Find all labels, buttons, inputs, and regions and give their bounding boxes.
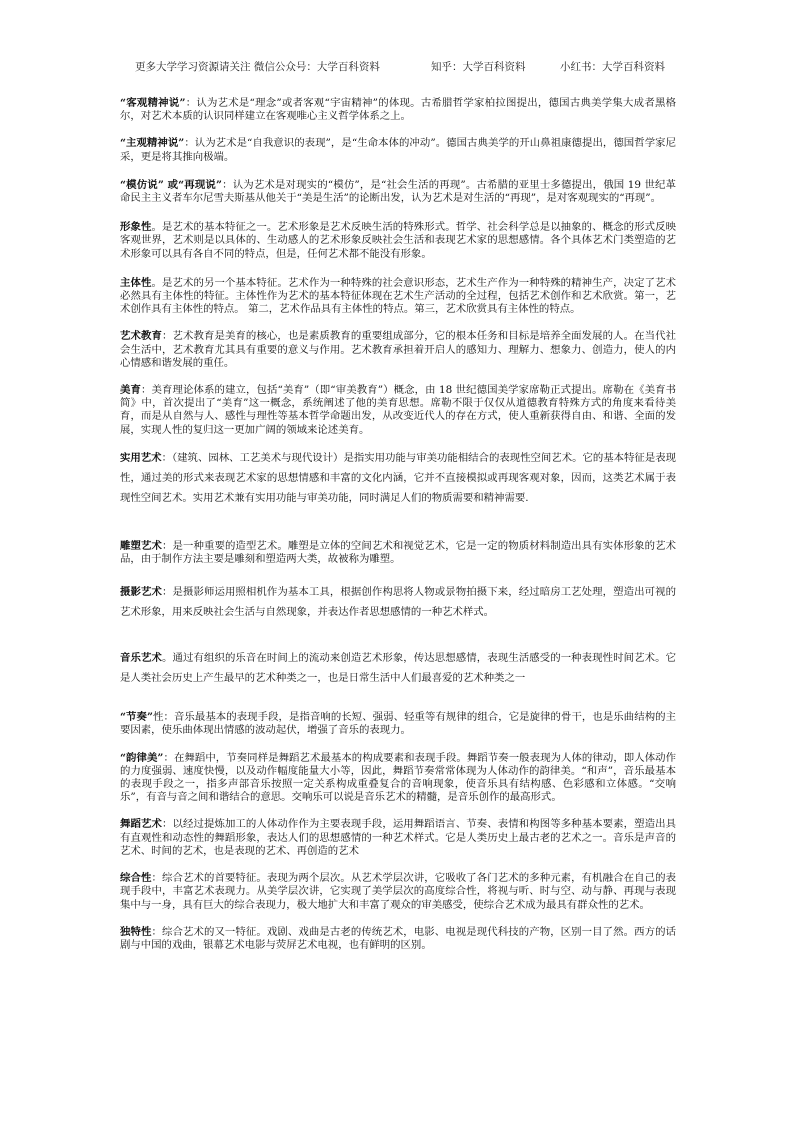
header-xiaohongshu: 小红书：大学百科资料 bbox=[560, 61, 665, 73]
page-header bbox=[0, 59, 793, 75]
entry-term: 艺术教育 bbox=[120, 330, 162, 343]
entry-art-education bbox=[120, 330, 676, 370]
entry-term: “主观精神说” bbox=[120, 137, 185, 150]
header-zhihu: 知乎：大学百科资料 bbox=[431, 61, 526, 73]
entry-term: 摄影艺术 bbox=[120, 586, 162, 599]
entry-imitation-theory bbox=[120, 179, 676, 205]
entry-objective-spirit bbox=[120, 97, 676, 123]
entry-comprehensiveness bbox=[120, 872, 676, 912]
document-body bbox=[120, 97, 676, 952]
entry-rhythm bbox=[120, 711, 676, 737]
entry-applied-art bbox=[120, 448, 676, 508]
entry-text: ：艺术教育是美育的核心，也是素质教育的重要组成部分，它的根本任务和目标是培养全面发展的人。在当代社会生活中，艺术教育尤其具有重要的意义与作用。艺术教育承担着开启人的感知力、理解力、想象力、创造力，使人的内心情感和谐发展的重任。 bbox=[120, 330, 677, 369]
entry-text: ：（建筑、园林、工艺美术与现代设计）是指实用功能与审美功能相结合的表现性空间艺术。它的基本特征是表现性，通过美的形式来表现艺术家的思想情感和丰富的文化内涵，它并不直接模拟或再现客观对象，因而，这类艺术属于表现性空间艺术。实用艺术兼有实用功能与审美功能，同时满足人们的物质需要和精神需要. bbox=[120, 451, 677, 504]
entry-text: ：是一种重要的造型艺术。雕塑是立体的空间艺术和视觉艺术，它是一定的物质材料制造出具有实体形象的艺术品，由于制作方法主要是雕刻和塑造两大类，故被称为雕塑。 bbox=[120, 539, 677, 566]
entry-photography bbox=[120, 582, 676, 622]
entry-term: “韵律美” bbox=[120, 751, 164, 764]
entry-text: ：在舞蹈中，节奏同样是舞蹈艺术最基本的构成要素和表现手段。舞蹈节奏一般表现为人体的律动，即人体动作的力度强弱、速度快慢，以及动作幅度能量大小等，因此，舞蹈节奏常常体现为人体动作的韵律美。“和声”，音乐最基本的表现手段之一，指多声部音乐按照一定关系构成重叠复合的音响现象，使音乐具有结构感、色彩感和立体感。“交响乐”，有音与音之间和谐结合的意思。交响乐可以说是音乐艺术的精髓，是音乐创作的最高形式。 bbox=[120, 751, 677, 804]
entry-term: 舞蹈艺术 bbox=[120, 818, 162, 831]
entry-subjective-spirit bbox=[120, 137, 676, 163]
entry-subjectivity bbox=[120, 277, 676, 317]
entry-term: 独特性 bbox=[120, 925, 152, 938]
entry-sculpture bbox=[120, 540, 676, 566]
entry-term: 综合性 bbox=[120, 872, 152, 885]
entry-term: 美育 bbox=[120, 384, 141, 397]
entry-text: ：是摄影师运用照相机作为基本工具，根据创作构思将人物或景物拍摄下来，经过暗房工艺处理，塑造出可视的艺术形象，用来反映社会生活与自然现象，并表达作者思想感情的一种艺术样式。 bbox=[120, 586, 677, 619]
entry-text: ：认为艺术是对现实的“模仿”，是“社会生活的再现”。古希腊的亚里士多德提出，俄国 19 世纪革命民主主义者车尔尼雪夫斯基从他关于“美是生活”的论断出发，认为艺术是对生活的“再现”，是对客观现实的“再现”。 bbox=[120, 178, 676, 205]
header-wechat-notice: 更多大学学习资源请关注 微信公众号：大学百科资料 bbox=[135, 61, 380, 73]
entry-term: “模仿说” 或“再现说” bbox=[120, 178, 222, 191]
entry-text: ：美育理论体系的建立，包括“美育”（即“审美教育”）概念，由 18 世纪德国美学家席勒正式提出。席勒在《美育书简》中，首次提出了“美育”这一概念，系统阐述了他的美育思想。席勒不限于仅仅从道德教育特殊方式的角度来看待美育，而是从自然与人、感性与理性等基本哲学命题出发，从改变近代人的存在方式，使人重新获得自由、和谐、全面的发展，实现人性的复归这一更加广阔的领域来论述美育。 bbox=[120, 384, 676, 436]
entry-text: 性：音乐最基本的表现手段，是指音响的长短、强弱、轻重等有规律的组合，它是旋律的骨干，也是乐曲结构的主要因素，使乐曲体现出情感的波动起伏，增强了音乐的表现力。 bbox=[120, 711, 677, 737]
entry-term: “客观精神说” bbox=[120, 97, 186, 109]
entry-rhythmic-beauty bbox=[120, 752, 676, 805]
entry-term: “节奏” bbox=[120, 711, 153, 724]
entry-text: ：以经过提炼加工的人体动作作为主要表现手段，运用舞蹈语言、节奏、表情和构图等多种基本要素，塑造出具有直观性和动态性的舞蹈形象，表达人们的思想感情的一种艺术样式。它是人类历史上最古老的艺术之一。音乐是声音的艺术、时间的艺术，也是表现的艺术、再创造的艺术 bbox=[120, 818, 677, 857]
entry-text: ：综合艺术的首要特征。表现为两个层次。从艺术学层次讲，它吸收了各门艺术的多种元素，有机融合在自己的表现手段中，丰富艺术表现力。从美学层次讲，它实现了美学层次的高度综合性，将视与听、时与空、动与静、再现与表现集中与一身，具有巨大的综合表现力，极大地扩大和丰富了观众的审美感受，使综合艺术成为最具有群众性的艺术。 bbox=[120, 872, 677, 911]
entry-text: 。是艺术的基本特征之一。艺术形象是艺术反映生活的特殊形式。哲学、社会科学总是以抽象的、概念的形式反映客观世界，艺术则是以具体的、生动感人的艺术形象反映社会生活和表现艺术家的思想感情。各个具体艺术门类塑造的艺术形象可以具有各自不同的特点，但是，任何艺术都不能没有形象。 bbox=[120, 221, 677, 260]
entry-music bbox=[120, 648, 676, 688]
entry-uniqueness bbox=[120, 926, 676, 952]
entry-term: 音乐艺术 bbox=[120, 652, 162, 665]
entry-aesthetic-education bbox=[120, 384, 676, 437]
entry-text: ：综合艺术的又一特征。戏剧、戏曲是古老的传统艺术，电影、电视是现代科技的产物，区别一目了然。西方的话剧与中国的戏曲，银幕艺术电影与荧屏艺术电视，也有鲜明的区别。 bbox=[120, 925, 677, 951]
entry-text: 。通过有组织的乐音在时间上的流动来创造艺术形象，传达思想感情，表现生活感受的一种表现性时间艺术。它是人类社会历史上产生最早的艺术种类之一，也是日常生活中人们最喜爱的艺术种类之一 bbox=[120, 652, 677, 685]
entry-term: 实用艺术 bbox=[120, 451, 162, 464]
entry-term: 主体性 bbox=[120, 276, 152, 289]
entry-term: 雕塑艺术 bbox=[120, 539, 162, 552]
entry-imagery bbox=[120, 221, 676, 261]
entry-text: ：认为艺术是“自我意识的表现”，是“生命本体的冲动”。德国古典美学的开山鼻祖康德提出，德国哲学家尼采，更是将其推向极端。 bbox=[120, 137, 676, 163]
entry-term: 形象性 bbox=[120, 221, 152, 234]
entry-text: 。是艺术的另一个基本特征。艺术作为一种特殊的社会意识形态，艺术生产作为一种特殊的精神生产，决定了艺术必然具有主体性的特征。主体性作为艺术的基本特征体现在艺术生产活动的全过程，包括艺术创作和艺术欣赏。第一，艺术创作具有主体性的特点。 第二，艺术作品具有主体性的特点。第三，艺术欣赏具有主体性的特点。 bbox=[120, 276, 677, 316]
entry-text: ：认为艺术是“理念”或者客观“宇宙精神”的体现。古希腊哲学家柏拉图提出，德国古典美学集大成者黑格尔，对艺术本质的认识同样建立在客观唯心主义哲学体系之上。 bbox=[120, 97, 677, 123]
entry-dance bbox=[120, 818, 676, 858]
